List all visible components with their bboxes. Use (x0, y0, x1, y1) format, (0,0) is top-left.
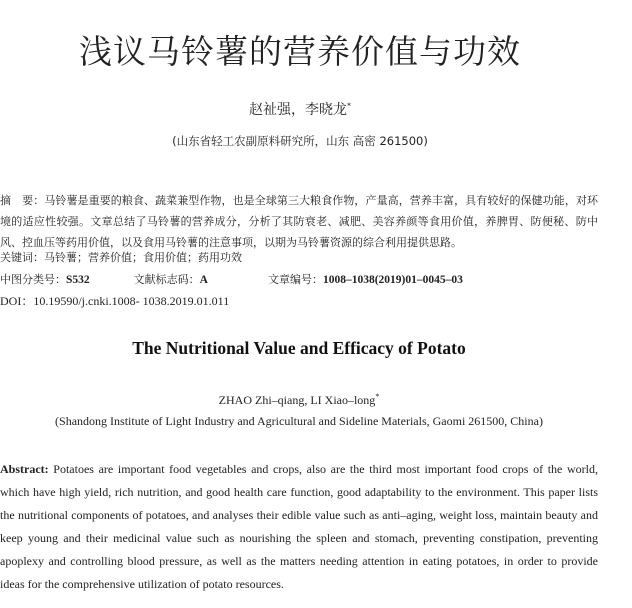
chinese-authors (0, 99, 600, 119)
doi-line: DOI：10.19590/j.cnki.1008- 1038.2019.01.011 (0, 294, 230, 308)
english-affiliation: (Shandong Institute of Light Industry and Agricultural and Sideline Materials, Gaomi 261500, China) (55, 414, 543, 428)
english-title: The Nutritional Value and Efficacy of Potato (132, 338, 466, 358)
clc-value: S532 (66, 274, 90, 286)
article-no-label: 文章编号： (267, 273, 323, 286)
english-author-mark: * (375, 392, 380, 401)
chinese-author-names: 赵祉强，李晓龙 (249, 102, 347, 118)
english-abstract-label: Abstract: (0, 462, 49, 476)
chinese-abstract-text: 马铃薯是重要的粮食、蔬菜兼型作物，也是全球第三大粮食作物，产量高，营养丰富，具有较好的保健功能，对环境的适应性较强。文章总结了马铃薯的营养成分，分析了其防衰老、减肥、美容养颜等食用价值，养脾胃、防便秘、防中风、控血压等药用价值，以及食用马铃薯的注意事项，以期为马铃薯资源的综合利用提供思路。 (0, 194, 599, 249)
english-authors (0, 392, 598, 408)
classification-line (0, 271, 463, 287)
english-abstract-text: Potatoes are important food vegetables and crops, also are the third most important food crops of the world, which have high yield, rich nutrition, and good health care function, good adaptability to the environment. This paper lists the nutritional components of potatoes, and analyses their edible value such as anti–aging, weight loss, maintain beauty and keep young and their medicinal value such as nourishing the spleen and stomach, preventing constipation, preventing apoplexy and controlling blood pressure, as well as the matters needing attention in eating potatoes, in order to provide ideas for the comprehensive utilization of potato resources. (0, 462, 598, 591)
doc-code-value: A (199, 274, 208, 286)
keywords-label: 关键词： (0, 251, 44, 264)
chinese-abstract (0, 190, 598, 253)
chinese-affiliation: (山东省轻工农副原料研究所，山东 高密 261500) (172, 134, 428, 148)
article-no-value: 1008–1038(2019)01–0045–03 (322, 274, 463, 286)
english-abstract (0, 458, 598, 596)
english-author-names: ZHAO Zhi–qiang, LI Xiao–long (218, 393, 376, 407)
clc-label: 中图分类号： (0, 273, 66, 286)
chinese-keywords (0, 249, 242, 265)
chinese-title: 浅议马铃薯的营养价值与功效 (79, 32, 521, 71)
doc-code-label: 文献标志码： (133, 273, 200, 286)
chinese-abstract-label: 摘 要： (0, 194, 45, 207)
keywords-value: 马铃薯；营养价值；食用价值；药用功效 (44, 251, 242, 264)
chinese-author-mark: * (347, 101, 351, 111)
